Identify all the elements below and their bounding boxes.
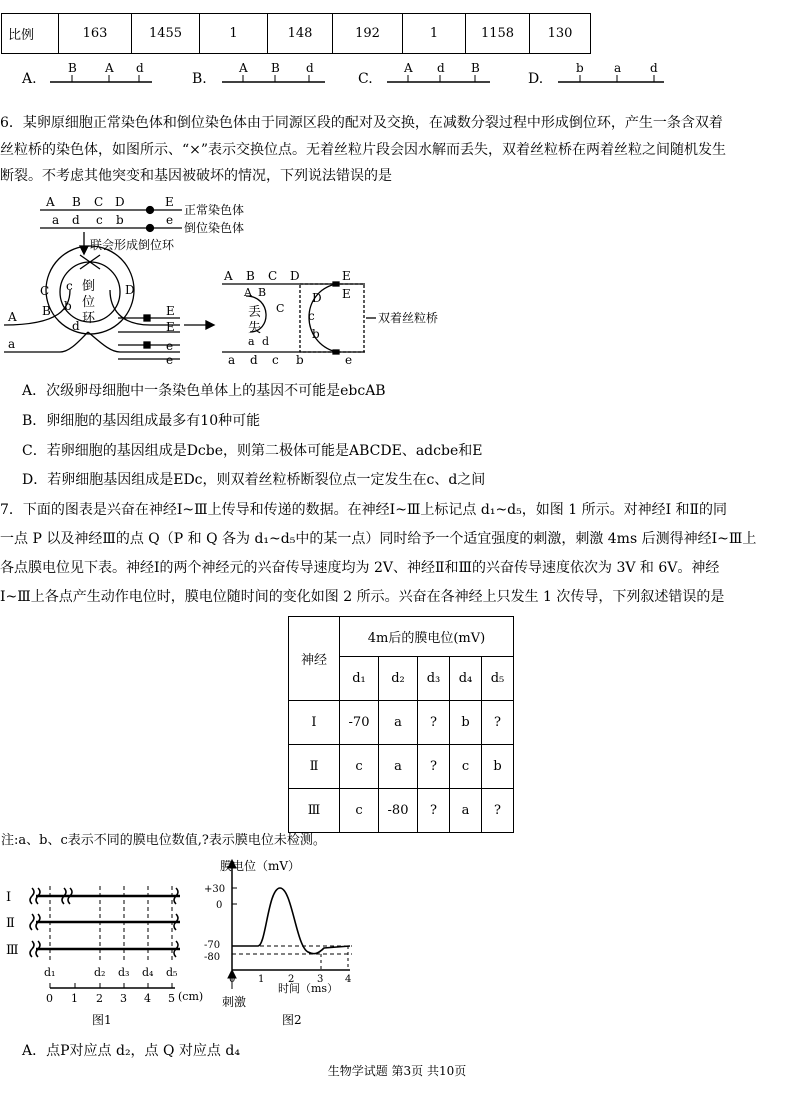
ratio-label: 比例 (2, 14, 59, 54)
lost-label: 失 (248, 321, 262, 336)
x-tick: 2 (288, 974, 295, 985)
table-corner: 神经 (289, 617, 340, 701)
q5-options (0, 58, 794, 92)
x-tick: 4 (345, 974, 352, 985)
nerve-label: Ⅱ (6, 916, 15, 931)
y-axis-label: 膜电位（mV） (220, 859, 301, 873)
gene-label: b (64, 299, 72, 313)
gene-label: B (68, 61, 77, 75)
q5-option-letter: C. (358, 71, 373, 87)
row-header: Ⅱ (289, 745, 340, 789)
gene-label: e (345, 353, 353, 367)
column-header: d₁ (340, 657, 379, 701)
gene-label: b (296, 353, 304, 367)
scale-tick: 1 (71, 992, 78, 1005)
gene-label: B (72, 195, 81, 209)
nerve-label: Ⅰ (6, 890, 12, 905)
x-tick: 1 (258, 974, 265, 985)
q5-option-letter: A. (22, 71, 37, 87)
table-cell: b (482, 745, 514, 789)
scale-tick: 3 (120, 992, 127, 1005)
y-tick: -80 (204, 952, 221, 963)
gene-label: d (306, 61, 314, 75)
gene-label: D (290, 269, 300, 283)
gene-label: B (258, 286, 267, 299)
gene-label: D (125, 283, 135, 297)
x-tick: 3 (317, 974, 324, 985)
gene-label: e (166, 353, 174, 367)
gene-label: c (96, 213, 103, 227)
figure-1 (0, 852, 215, 1032)
gene-label: A (404, 61, 413, 75)
gene-label: A (46, 195, 55, 209)
q6-figure (0, 192, 460, 372)
point-label: d₂ (94, 966, 106, 979)
table-cell: ? (418, 745, 450, 789)
gene-label: a (248, 335, 255, 348)
column-header: d₄ (450, 657, 482, 701)
gene-label: E (166, 304, 175, 318)
gene-label: d (136, 61, 144, 75)
gene-label: a (228, 353, 236, 367)
loop-text: 倒 (82, 279, 96, 294)
scale-tick: 4 (144, 992, 151, 1005)
gene-label: a (52, 213, 60, 227)
gene-label: e (166, 339, 174, 353)
gene-label: E (342, 287, 351, 301)
gene-label: d (72, 213, 80, 227)
gene-label: A (239, 61, 248, 75)
q6-option-a: A．次级卵母细胞中一条染色单体上的基因不可能是ebcAB (22, 383, 386, 399)
gene-label: D (312, 291, 322, 305)
table-cell: c (340, 745, 379, 789)
lost-label: 丢 (248, 305, 262, 320)
gene-label: C (94, 195, 104, 209)
normal-chromosome-label: 正常染色体 (184, 203, 245, 217)
table-note: 注:a、b、c表示不同的膜电位数值,?表示膜电位未检测。 (1, 833, 326, 848)
q6-option-c: C．若卵细胞的基因组成是Dcbe，则第二极体可能是ABCDE、adcbe和E (22, 443, 483, 459)
point-label: d₄ (142, 966, 154, 979)
ratio-table (1, 13, 591, 54)
table-cell: a (379, 701, 418, 745)
x-tick: 0 (229, 974, 236, 985)
synapsis-label: 联会形成倒位环 (90, 238, 175, 252)
q7-stem-line: 7．下面的图表是兴奋在神经Ⅰ~Ⅲ上传导和传递的数据。在神经Ⅰ~Ⅲ上标记点 d₁~d₅，如图 1 所示。对神经Ⅰ 和Ⅱ的同 (0, 502, 728, 518)
gene-label: d (250, 353, 258, 367)
table-cell: -80 (379, 789, 418, 833)
q6-stem-line: 断裂。不考虑其他突变和基因被破坏的情况，下列说法错误的是 (0, 168, 392, 184)
table-cell: a (379, 745, 418, 789)
figure-2 (200, 854, 380, 1034)
table-cell: -70 (340, 701, 379, 745)
q6-option-b: B．卵细胞的基因组成最多有10种可能 (22, 413, 261, 429)
y-tick: -70 (204, 940, 221, 951)
gene-label: C (40, 284, 50, 298)
row-header: Ⅰ (289, 701, 340, 745)
scale-tick: 5 (168, 992, 175, 1005)
gene-label: e (166, 213, 174, 227)
scale-unit: (cm) (178, 990, 204, 1003)
page-footer: 生物学试题 第3页 共10页 (327, 1064, 467, 1078)
gene-label: E (165, 195, 174, 209)
gene-label: c (308, 309, 315, 323)
point-label: d₁ (44, 966, 56, 979)
ratio-cell: 1 (200, 14, 268, 54)
ratio-cell: 130 (530, 14, 591, 54)
gene-label: A (224, 269, 233, 283)
column-header: d₅ (482, 657, 514, 701)
gene-label: B (471, 61, 480, 75)
gene-label: a (8, 337, 16, 351)
gene-label: A (244, 286, 252, 299)
q6-option-d: D．若卵细胞基因组成是EDc，则双着丝粒桥断裂位点一定发生在c、d之间 (22, 472, 486, 488)
q6-stem-line: 6．某卵原细胞正常染色体和倒位染色体由于同源区段的配对及交换，在减数分裂过程中形成倒位环，产生一条含双着 (0, 115, 723, 131)
gene-label: c (66, 279, 73, 293)
point-label: d₃ (118, 966, 130, 979)
gene-label: b (576, 61, 584, 75)
ratio-cell: 192 (333, 14, 403, 54)
table-cell: c (340, 789, 379, 833)
loop-text: 环 (82, 311, 96, 326)
nerve-label: Ⅲ (6, 943, 19, 958)
stimulus-label: 刺激 (222, 995, 247, 1009)
q7-stem-line: Ⅰ~Ⅲ上各点产生动作电位时，膜电位随时间的变化如图 2 所示。兴奋在各神经上只发生 1 次传导，下列叙述错误的是 (0, 589, 725, 605)
gene-label: d (262, 335, 270, 348)
gene-label: c (272, 353, 279, 367)
ratio-cell: 148 (268, 14, 333, 54)
table-cell: c (450, 745, 482, 789)
gene-label: B (42, 304, 51, 318)
table-cell: ? (482, 789, 514, 833)
gene-label: C (276, 302, 285, 315)
y-tick: 0 (216, 900, 223, 911)
table-row (289, 789, 514, 833)
q7-stem-line: 一点 P 以及神经Ⅲ的点 Q（P 和 Q 各为 d₁~d₅中的某一点）同时给予一个适宜强度的刺激，刺激 4ms 后测得神经Ⅰ~Ⅲ上 (0, 531, 757, 547)
q7-option-a: A．点P对应点 d₂，点 Q 对应点 d₄ (22, 1043, 240, 1059)
table-cell: a (450, 789, 482, 833)
inverted-chromosome-label: 倒位染色体 (184, 221, 245, 235)
q6-stem-line: 丝粒桥的染色体，如图所示、“×”表示交换位点。无着丝粒片段会因水解而丢失，双着丝粒桥在两着丝粒之间随机发生 (0, 142, 727, 158)
scale-tick: 2 (96, 992, 103, 1005)
ratio-cell: 1455 (132, 14, 200, 54)
table-row (289, 745, 514, 789)
x-axis-label: 时间（ms） (278, 982, 339, 995)
column-header: d₃ (418, 657, 450, 701)
q5-option-letter: D. (528, 71, 544, 87)
table-cell: ? (418, 789, 450, 833)
gene-label: E (342, 269, 351, 283)
q7-stem-line: 各点膜电位见下表。神经Ⅰ的两个神经元的兴奋传导速度均为 2V、神经Ⅱ和Ⅲ的兴奋传导速度依次为 3V 和 6V。神经 (0, 560, 720, 576)
ratio-cell: 1158 (466, 14, 530, 54)
membrane-potential-table (288, 616, 514, 833)
ratio-cell: 163 (59, 14, 132, 54)
gene-label: A (105, 61, 114, 75)
figure-caption: 图1 (92, 1013, 112, 1027)
gene-label: a (614, 61, 622, 75)
gene-label: d (437, 61, 445, 75)
gene-label: C (268, 269, 278, 283)
scale-tick: 0 (46, 992, 53, 1005)
gene-label: D (115, 195, 125, 209)
row-header: Ⅲ (289, 789, 340, 833)
bridge-label: 双着丝粒桥 (378, 311, 439, 325)
q5-option-letter: B. (192, 71, 207, 87)
gene-label: B (246, 269, 255, 283)
table-header: 4m后的膜电位(mV) (340, 617, 514, 657)
figure-caption: 图2 (282, 1013, 302, 1027)
y-tick: +30 (204, 884, 226, 895)
gene-label: A (8, 310, 17, 324)
gene-label: B (271, 61, 280, 75)
gene-label: E (166, 320, 175, 334)
gene-label: b (312, 327, 320, 341)
loop-text: 位 (82, 295, 96, 310)
gene-label: d (72, 319, 80, 333)
gene-label: d (650, 61, 658, 75)
gene-label: b (116, 213, 124, 227)
point-label: d₅ (166, 966, 178, 979)
table-cell: ? (418, 701, 450, 745)
table-row (289, 701, 514, 745)
table-cell: ? (482, 701, 514, 745)
column-header: d₂ (379, 657, 418, 701)
table-cell: b (450, 701, 482, 745)
ratio-cell: 1 (403, 14, 466, 54)
